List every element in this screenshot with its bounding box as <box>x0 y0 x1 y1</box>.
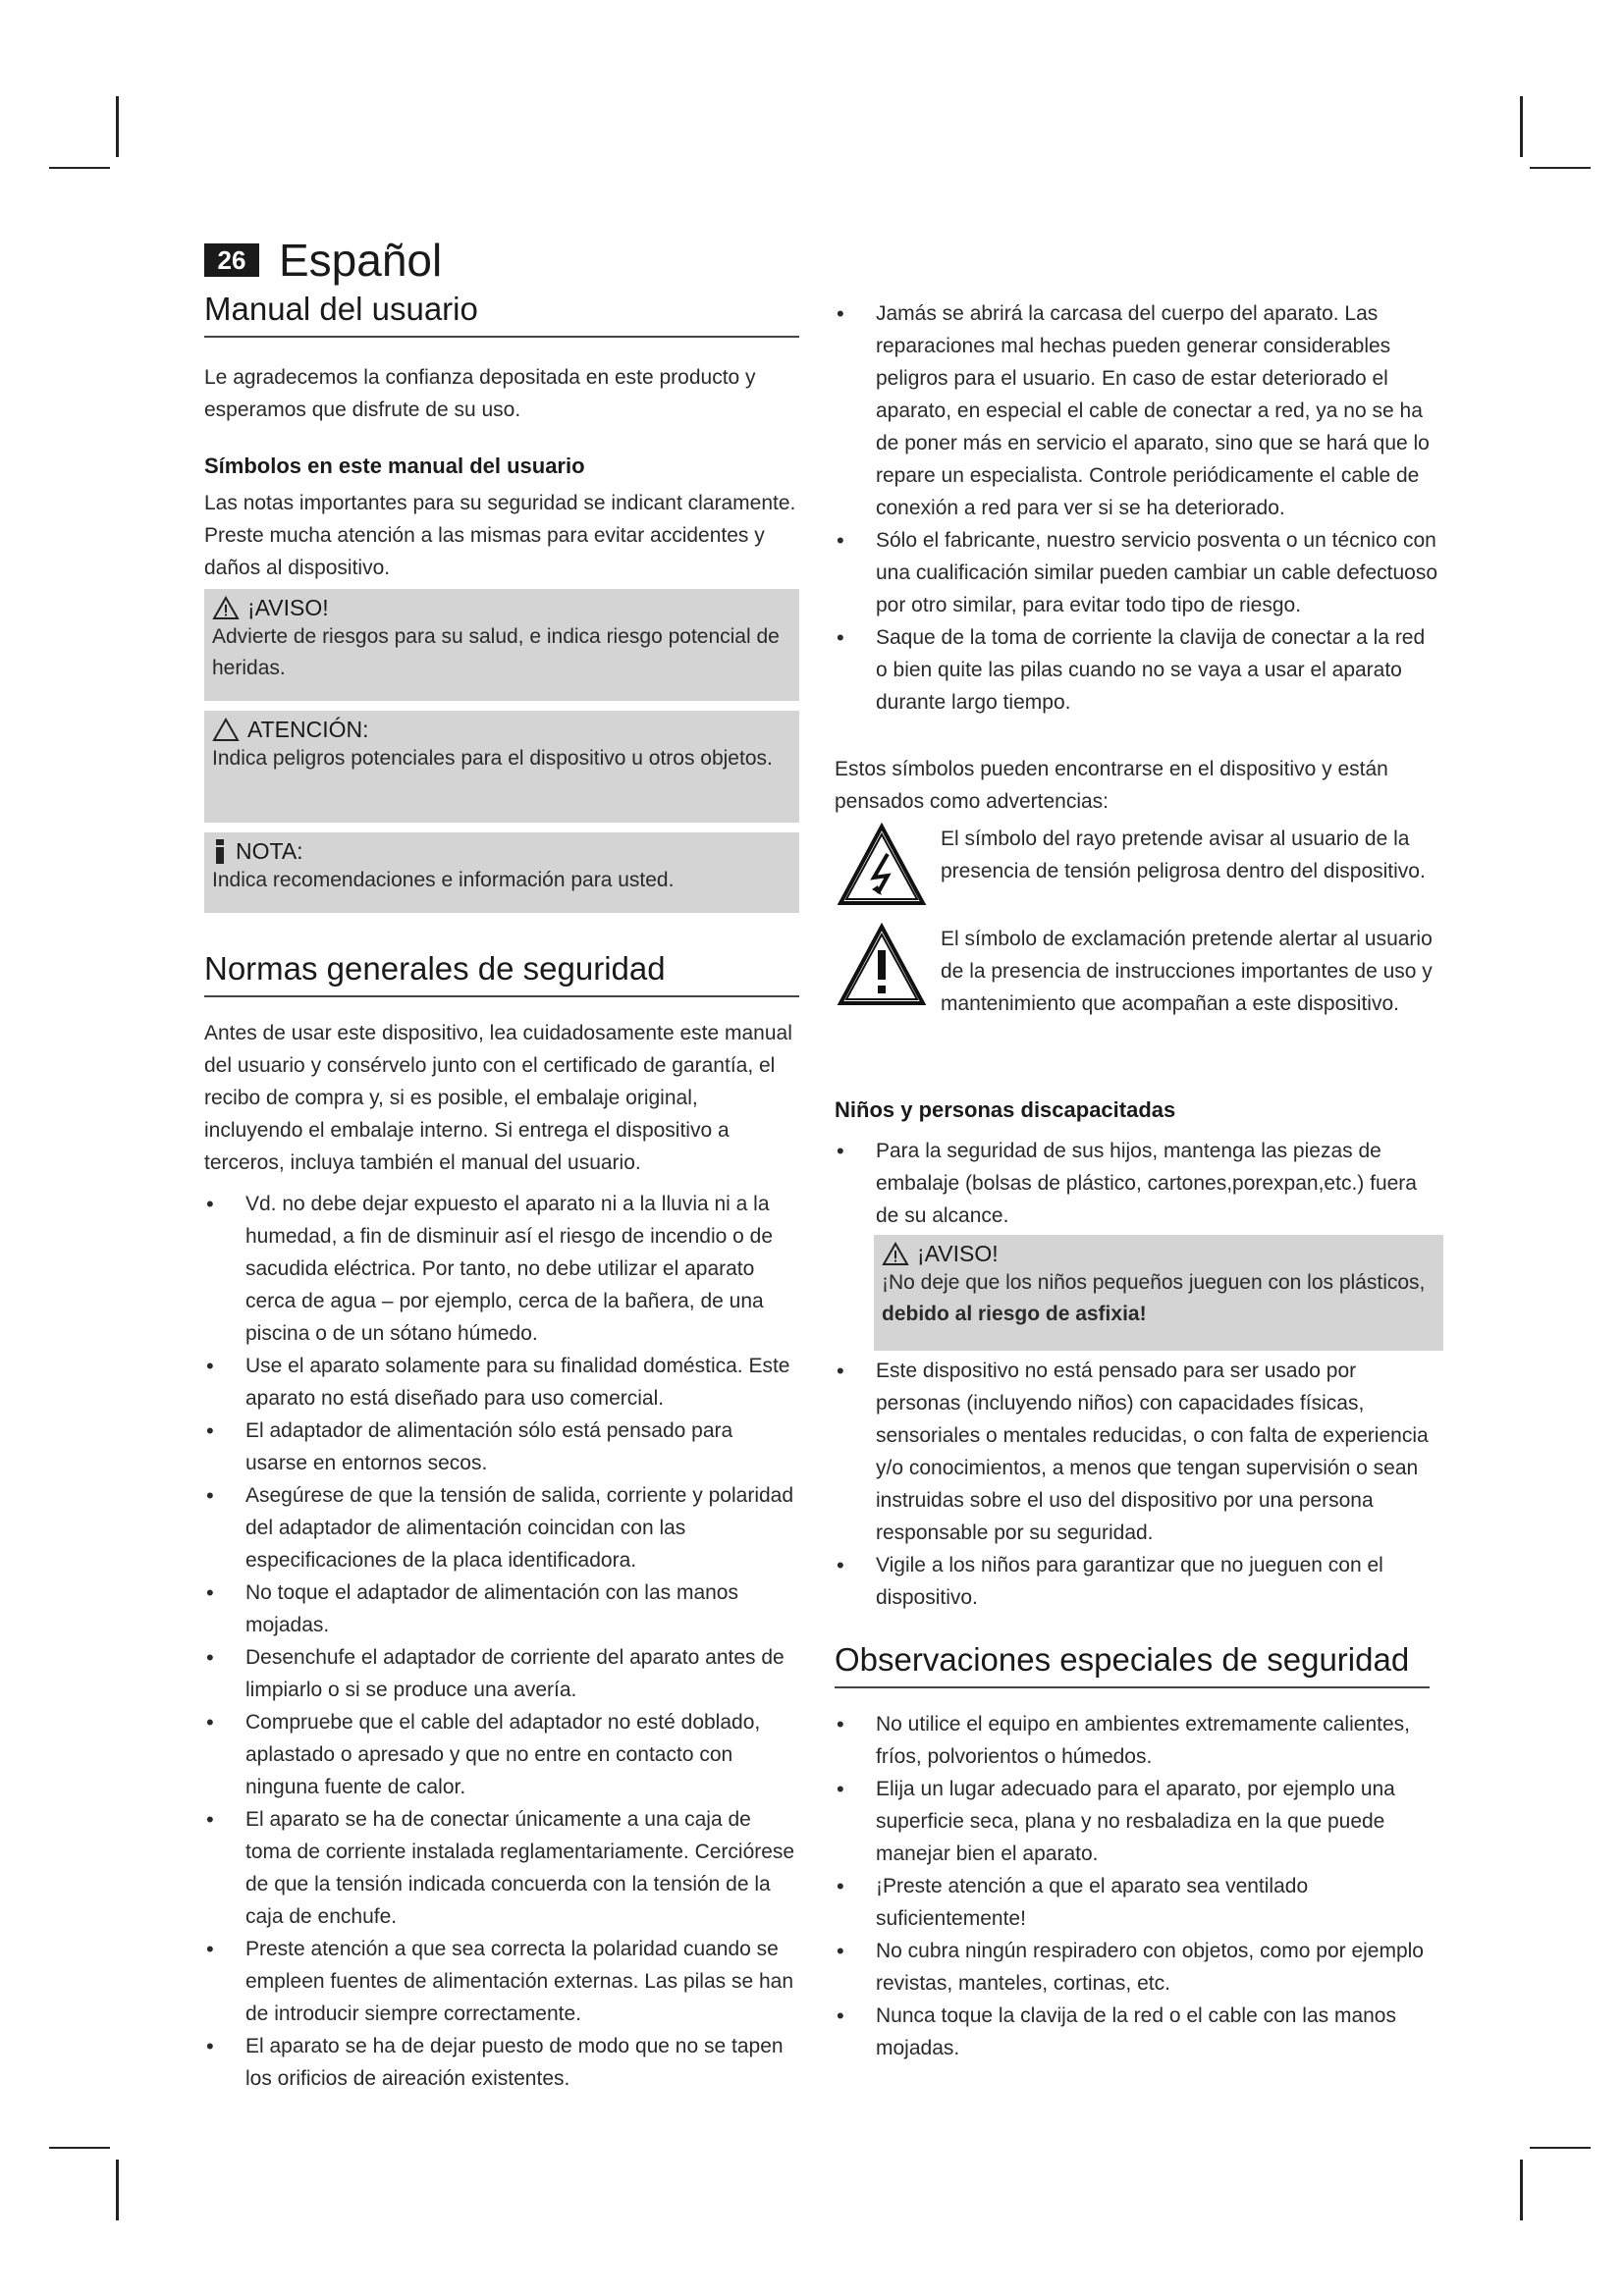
nota-title: NOTA: <box>236 838 303 864</box>
caution-triangle-icon <box>212 718 240 742</box>
list-item: • Nunca toque la clavija de la red o el cable con las manos mojadas. <box>835 2000 1439 2064</box>
list-item: • El adaptador de alimentación sólo está pensado para usarse en entornos secos. <box>204 1415 799 1479</box>
symbols-intro: Estos símbolos pueden encontrarse en el dispositivo y están pensados como advertencias: <box>835 758 1388 813</box>
page-number: 26 <box>204 243 259 277</box>
list-item: • ¡Preste atención a que el aparato sea ventilado suficientemente! <box>835 1870 1439 1935</box>
normas-bullet-list-continued <box>835 297 1439 719</box>
info-icon <box>212 838 228 865</box>
nota-text: Indica recomendaciones e información para usted. <box>212 869 675 891</box>
ninos-aviso-box <box>874 1235 1443 1351</box>
list-item: • Compruebe que el cable del adaptador no esté doblado, aplastado o apresado y que no entre en contacto con ninguna fuente de calor. <box>204 1706 799 1803</box>
ninos-aviso-text-bold: debido al riesgo de asfixia! <box>882 1303 1147 1325</box>
warning-triangle-icon <box>882 1242 909 1266</box>
manual-intro: Le agradecemos la confianza depositada en este producto y esperamos que disfrute de su uso. <box>204 366 756 421</box>
crop-mark <box>1530 167 1591 169</box>
list-item: • Preste atención a que sea correcta la polaridad cuando se empleen fuentes de alimentación externas. Las pilas se han de introducir siempre correctamente. <box>204 1933 799 2030</box>
normas-title: Normas generales de seguridad <box>204 950 799 997</box>
atencion-text: Indica peligros potenciales para el dispositivo u otros objetos. <box>212 747 773 770</box>
list-item: • Vd. no debe dejar expuesto el aparato ni a la lluvia ni a la humedad, a fin de disminuir así el riesgo de incendio o de sacudida eléctrica. Por tanto, no debe utilizar el aparato cerca de agua – por ejemplo, cerca de la bañera, de una piscina o de un sótano húmedo. <box>204 1188 799 1350</box>
warning-triangle-icon <box>212 596 240 620</box>
aviso-title: ¡AVISO! <box>247 595 329 620</box>
manual-title: Manual del usuario <box>204 291 799 338</box>
observaciones-bullet-list <box>835 1708 1439 2064</box>
list-item: • Jamás se abrirá la carcasa del cuerpo del aparato. Las reparaciones mal hechas pueden generar considerables peligros para el usuario. En caso de estar deteriorado el aparato, en especial el cable de conectar a red, ya no se ha de poner más en servicio el aparato, sino que se hará que lo repare un especialista. Controle periódicamente el cable de conexión a red para ver si se ha deteriorado. <box>835 297 1439 524</box>
list-item: • Use el aparato solamente para su finalidad doméstica. Este aparato no está diseñado para uso comercial. <box>204 1350 799 1415</box>
ninos-bullet-list-2 <box>835 1355 1439 1614</box>
lightning-symbol-row <box>835 823 1439 907</box>
crop-mark <box>1520 96 1523 157</box>
atencion-box <box>204 711 799 823</box>
crop-mark <box>116 96 119 157</box>
aviso-box <box>204 589 799 701</box>
normas-bullet-list <box>204 1188 799 2095</box>
list-item: • Vigile a los niños para garantizar que no jueguen con el dispositivo. <box>835 1549 1439 1614</box>
list-item: • No toque el adaptador de alimentación con las manos mojadas. <box>204 1576 799 1641</box>
list-item: • No utilice el equipo en ambientes extremamente calientes, fríos, polvorientos o húmedos. <box>835 1708 1439 1773</box>
ninos-bullet-list <box>835 1135 1439 1232</box>
ninos-aviso-title: ¡AVISO! <box>917 1241 999 1266</box>
normas-intro: Antes de usar este dispositivo, lea cuidadosamente este manual del usuario y consérvelo junto con el certificado de garantía, el recibo de compra y, si es posible, el embalaje original, incluyendo el embalaje interno. Si entrega el dispositivo a terceros, incluya también el manual del usuario. <box>204 1022 792 1174</box>
list-item: • El aparato se ha de dejar puesto de modo que no se tapen los orificios de aireación existentes. <box>204 2030 799 2095</box>
language-title: Español <box>279 235 443 286</box>
ninos-heading: Niños y personas discapacitadas <box>835 1097 1176 1122</box>
exclamation-warning-icon <box>837 923 927 1007</box>
ninos-aviso-text <box>882 1267 1435 1330</box>
crop-mark <box>116 2160 119 2220</box>
lightning-text: El símbolo del rayo pretende avisar al usuario de la presencia de tensión peligrosa dentro del dispositivo. <box>941 828 1426 882</box>
lightning-warning-icon <box>837 823 927 907</box>
ninos-aviso-text-regular: ¡No deje que los niños pequeños jueguen con los plásticos, <box>882 1271 1426 1294</box>
list-item: • Saque de la toma de corriente la clavija de conectar a la red o bien quite las pilas cuando no se vaya a usar el aparato durante largo tiempo. <box>835 621 1439 719</box>
list-item: • Para la seguridad de sus hijos, mantenga las piezas de embalaje (bolsas de plástico, cartones,porexpan,etc.) fuera de su alcance. <box>835 1135 1439 1232</box>
crop-mark <box>49 2147 110 2149</box>
observaciones-title: Observaciones especiales de seguridad <box>835 1641 1430 1688</box>
list-item: • Desenchufe el adaptador de corriente del aparato antes de limpiarlo o si se produce una avería. <box>204 1641 799 1706</box>
list-item: • Este dispositivo no está pensado para ser usado por personas (incluyendo niños) con capacidades físicas, sensoriales o mentales reducidas, o con falta de experiencia y/o conocimientos, a menos que tengan supervisión o sean instruidas sobre el uso del dispositivo por una persona responsable por su seguridad. <box>835 1355 1439 1549</box>
crop-mark <box>1520 2160 1523 2220</box>
list-item: • Elija un lugar adecuado para el aparato, por ejemplo una superficie seca, plana y no resbaladiza en la que puede manejar bien el aparato. <box>835 1773 1439 1870</box>
exclamation-symbol-row <box>835 923 1439 1020</box>
exclamation-text: El símbolo de exclamación pretende alertar al usuario de la presencia de instrucciones importantes de uso y mantenimiento que acompañan a este dispositivo. <box>941 928 1433 1015</box>
list-item: • No cubra ningún respiradero con objetos, como por ejemplo revistas, manteles, cortinas, etc. <box>835 1935 1439 2000</box>
crop-mark <box>49 167 110 169</box>
symbols-heading: Símbolos en este manual del usuario <box>204 454 585 478</box>
atencion-title: ATENCIÓN: <box>247 717 369 742</box>
symbols-text: Las notas importantes para su seguridad se indicant claramente. Preste mucha atención a las mismas para evitar accidentes y daños al dispositivo. <box>204 492 796 579</box>
nota-box <box>204 832 799 913</box>
list-item: • El aparato se ha de conectar únicamente a una caja de toma de corriente instalada reglamentariamente. Cerciórese de que la tensión indicada concuerda con la tensión de la caja de enchufe. <box>204 1803 799 1933</box>
crop-mark <box>1530 2147 1591 2149</box>
list-item: • Asegúrese de que la tensión de salida, corriente y polaridad del adaptador de alimentación coincidan con las especificaciones de la placa identificadora. <box>204 1479 799 1576</box>
page-header <box>204 234 442 287</box>
list-item: • Sólo el fabricante, nuestro servicio posventa o un técnico con una cualificación similar pueden cambiar un cable defectuoso por otro similar, para evitar todo tipo de riesgo. <box>835 524 1439 621</box>
aviso-text: Advierte de riesgos para su salud, e indica riesgo potencial de heridas. <box>212 625 780 679</box>
